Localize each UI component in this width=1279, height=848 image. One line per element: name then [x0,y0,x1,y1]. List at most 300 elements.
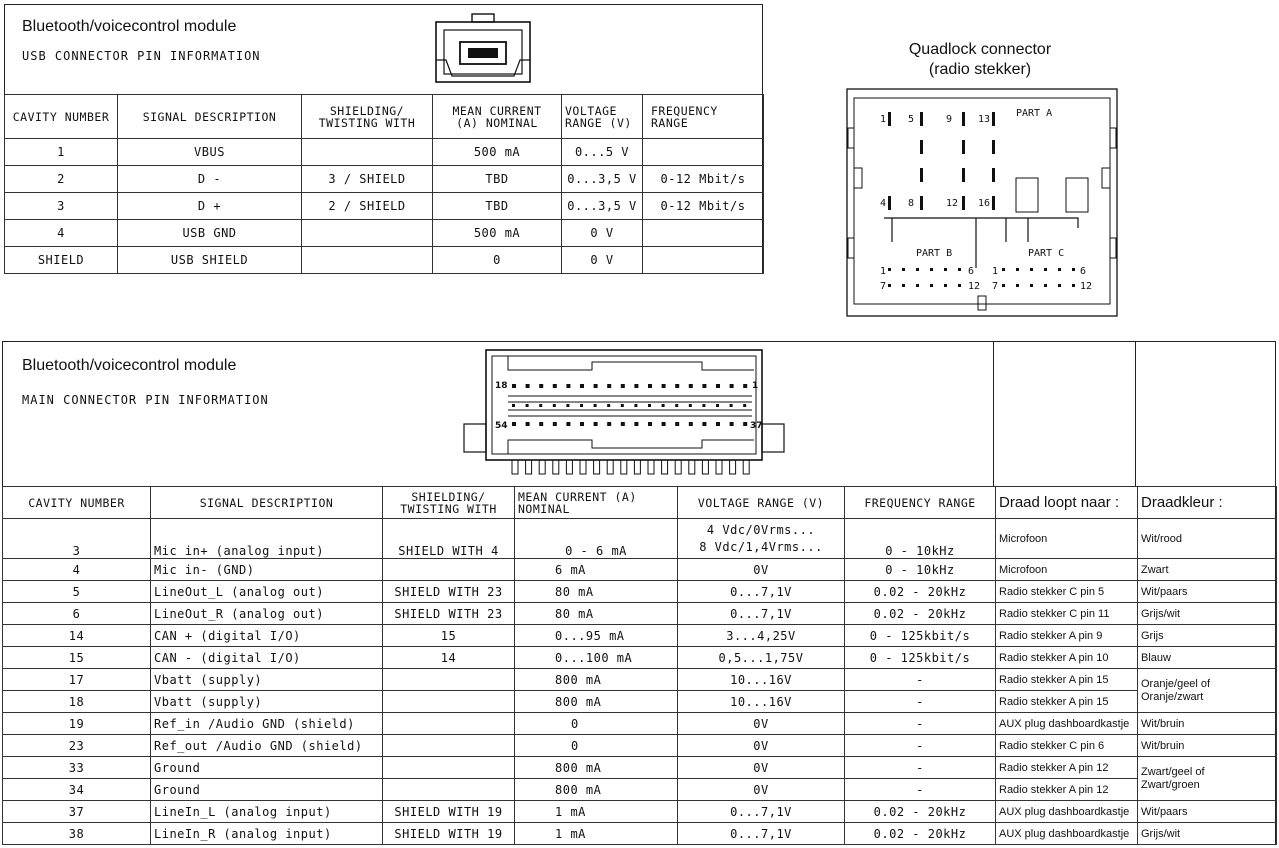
pin-mark [553,422,557,426]
usb-cell-cavity: 2 [5,166,118,193]
main-cell-freq: - [845,757,996,779]
part-c-pin-12: 12 [1080,281,1093,292]
connector-lead [634,460,640,474]
main-cell-shield: SHIELD WITH 4 [383,519,515,559]
main-cell-kleur-merged [1138,757,1277,801]
pin-mark [992,140,995,154]
quadlock-fakra-left [1016,178,1038,212]
usb-cell-voltage: 0 V [562,247,643,274]
pin-mark [621,384,625,388]
main-cell-freq: 0 - 10kHz [845,559,996,581]
pin-mark [539,404,542,407]
main-cell-signal: LineOut_L (analog out) [151,581,383,603]
pin-mark [512,384,516,388]
usb-cell-current: 0 [433,247,562,274]
pin-mark [675,422,679,426]
usb-cell-freq [643,220,764,247]
main-cell-voltage [678,519,845,559]
main-cell-cavity: 18 [3,691,151,713]
pin-mark [648,404,651,407]
main-cell-voltage: 0V [678,735,845,757]
pin-mark [526,422,530,426]
table-row [3,603,1277,625]
main-cell-signal: CAN + (digital I/O) [151,625,383,647]
quadlock-right-latch [1102,168,1110,188]
main-cell-freq: 0.02 - 20kHz [845,823,996,845]
pin-mark [958,268,961,271]
quadlock-fakra-right [1066,178,1088,212]
main-cell-cavity: 37 [3,801,151,823]
main-cell-current: 0 [515,735,678,757]
main-cell-cavity: 15 [3,647,151,669]
main-cell-cavity: 17 [3,669,151,691]
main-cell-shield [383,735,515,757]
pin-label-1: 1 [752,381,759,391]
pin-mark [580,384,584,388]
pin-mark [730,404,733,407]
pin-label-4: 4 [880,198,887,209]
table-row [3,823,1277,845]
pin-mark [662,384,666,388]
table-row [5,193,764,220]
main-cell-shield: 14 [383,647,515,669]
usb-cell-shield: 3 / SHIELD [302,166,433,193]
main-cell-shield: SHIELD WITH 23 [383,581,515,603]
connector-lead [702,460,708,474]
pin-mark [594,404,597,407]
pin-mark [702,422,706,426]
pin-mark [958,284,961,287]
main-cell-current: 800 mA [515,757,678,779]
usb-cell-cavity: 3 [5,193,118,220]
usb-cell-current: 500 mA [433,139,562,166]
pin-mark [743,422,747,426]
connector-lead [607,460,613,474]
part-c-pin-6: 6 [1080,266,1087,277]
pin-mark [634,384,638,388]
pin-mark [689,422,693,426]
pin-mark [621,404,624,407]
connector-lead [580,460,586,474]
usb-cell-freq: 0-12 Mbit/s [643,193,764,220]
table-row [5,166,764,193]
quadlock-part-divider [884,218,1078,268]
pin-mark [702,384,706,388]
usb-cell-shield [302,220,433,247]
pin-mark [526,384,530,388]
pin-mark [888,196,891,210]
usb-connector-drawing [432,10,534,90]
main-cell-draad: Microfoon [996,559,1138,581]
usb-cell-signal: USB SHIELD [118,247,302,274]
pin-mark [553,384,557,388]
pin-mark [962,196,965,210]
pin-label-12: 12 [946,198,959,209]
pin-mark [944,284,947,287]
usb-cell-signal: VBUS [118,139,302,166]
main-cell-signal: Mic in- (GND) [151,559,383,581]
part-c-pin-7: 7 [992,281,999,292]
main-cell-voltage: 0V [678,779,845,801]
main-header-row [3,487,1277,519]
main-header-divider-kleur [1135,341,1136,486]
main-cell-signal: Mic in+ (analog input) [151,519,383,559]
main-cell-shield: 15 [383,625,515,647]
pin-mark [743,404,746,407]
pin-mark [634,404,637,407]
connector-lead [512,460,518,474]
connector-lead [539,460,545,474]
pin-mark [1016,268,1019,271]
main-cell-current: 0...95 mA [515,625,678,647]
usb-cell-freq: 0-12 Mbit/s [643,166,764,193]
main-cell-shield [383,757,515,779]
main-header-draad: Draad loopt naar : [996,487,1138,519]
pin-mark [1030,268,1033,271]
main-cell-signal: Ground [151,757,383,779]
pin-mark [648,422,652,426]
usb-header-signal: SIGNAL DESCRIPTION [118,95,302,139]
pin-mark [920,140,923,154]
table-row [3,801,1277,823]
pin-mark [1044,268,1047,271]
main-header-shield [383,487,515,519]
main-cell-current: 800 mA [515,691,678,713]
table-row [3,559,1277,581]
pin-mark [962,140,965,154]
main-cell-kleur-merged [1138,669,1277,713]
main-cell-signal: CAN - (digital I/O) [151,647,383,669]
pin-mark [634,422,638,426]
pin-mark [716,404,719,407]
table-row [3,625,1277,647]
usb-cell-cavity: SHIELD [5,247,118,274]
main-cell-shield: SHIELD WITH 19 [383,801,515,823]
main-cell-draad: AUX plug dashboardkastje [996,713,1138,735]
usb-cell-cavity: 1 [5,139,118,166]
connector-lead [743,460,749,474]
usb-header-cavity: CAVITY NUMBER [5,95,118,139]
main-cell-shield [383,669,515,691]
usb-cell-voltage: 0...5 V [562,139,643,166]
part-b-pin-7: 7 [880,281,887,292]
main-cell-current: 800 mA [515,779,678,801]
pin-mark [675,404,678,407]
pin-mark [716,422,720,426]
part-c-label: PART C [1028,248,1065,259]
main-cell-kleur-line2: Oranje/zwart [1141,690,1204,703]
usb-header-row [5,95,764,139]
main-cell-kleur: Grijs [1138,625,1277,647]
main-pin-row-bottom [512,422,747,426]
main-cell-draad: Radio stekker A pin 12 [996,779,1138,801]
main-left-ear [464,424,486,452]
pin-mark [992,168,995,182]
pin-mark [580,404,583,407]
pin-mark [662,422,666,426]
pin-mark [526,404,529,407]
connector-lead [662,460,668,474]
part-b-pin-1: 1 [880,266,887,277]
table-row [5,247,764,274]
main-leads [512,460,749,474]
main-cell-current: 800 mA [515,669,678,691]
main-cell-signal: LineOut_R (analog out) [151,603,383,625]
main-header-shield-line2: TWISTING WITH [400,501,497,516]
main-key-top [508,356,754,370]
main-cell-voltage: 0...7,1V [678,603,845,625]
pin-mark [944,268,947,271]
usb-cell-current: 500 mA [433,220,562,247]
table-row [3,779,1277,801]
main-cell-voltage: 10...16V [678,669,845,691]
quadlock-right-notch [1110,128,1116,258]
pin-mark [1030,284,1033,287]
pin-mark [539,422,543,426]
pin-label-13: 13 [978,114,991,125]
usb-cell-cavity: 4 [5,220,118,247]
pin-mark [1058,268,1061,271]
part-b-pin-12: 12 [968,281,981,292]
table-row [3,669,1277,691]
main-cell-draad: AUX plug dashboardkastje [996,801,1138,823]
main-cell-shield [383,691,515,713]
main-cell-cavity: 34 [3,779,151,801]
main-cell-cavity: 23 [3,735,151,757]
pin-label-9: 9 [946,114,953,125]
usb-cell-voltage: 0...3,5 V [562,166,643,193]
usb-header-freq [643,95,764,139]
usb-cell-voltage: 0 V [562,220,643,247]
main-cell-freq: 0 - 125kbit/s [845,647,996,669]
main-title: Bluetooth/voicecontrol module [22,357,237,374]
main-cell-kleur: Wit/paars [1138,581,1277,603]
pin-mark [594,422,598,426]
usb-cell-signal: D + [118,193,302,220]
main-cell-signal: Ref_out /Audio GND (shield) [151,735,383,757]
main-cell-draad: Radio stekker A pin 15 [996,691,1138,713]
main-key-bottom [508,440,754,454]
main-cell-voltage: 0V [678,757,845,779]
part-c-pins [1002,268,1075,287]
part-a-pins [888,112,995,210]
table-row [5,220,764,247]
usb-header-voltage-line2: RANGE (V) [565,115,632,130]
usb-cell-current: TBD [433,193,562,220]
pin-mark [962,168,965,182]
connector-lead [566,460,572,474]
main-cell-kleur: Zwart [1138,559,1277,581]
main-header-cavity: CAVITY NUMBER [3,487,151,519]
main-cell-current: 1 mA [515,801,678,823]
main-table [2,486,1277,845]
main-header-shield-line1: SHIELDING/ [411,489,486,504]
pin-mark [607,422,611,426]
connector-lead [689,460,695,474]
pin-mark [888,284,891,287]
main-cell-freq: - [845,713,996,735]
usb-cell-shield [302,247,433,274]
main-cell-draad: Radio stekker A pin 12 [996,757,1138,779]
main-cell-draad: Radio stekker A pin 9 [996,625,1138,647]
quadlock-left-notch [848,128,854,258]
main-header-signal: SIGNAL DESCRIPTION [151,487,383,519]
part-a-label: PART A [1016,108,1053,119]
table-row [3,691,1277,713]
usb-title: Bluetooth/voicecontrol module [22,18,237,35]
table-row [3,713,1277,735]
main-cell-shield [383,559,515,581]
usb-header-current-line1: MEAN CURRENT [452,103,542,118]
main-cell-kleur: Grijs/wit [1138,603,1277,625]
main-cell-cavity: 14 [3,625,151,647]
pin-label-54: 54 [495,421,508,431]
usb-table [4,94,764,274]
main-cell-voltage: 0V [678,713,845,735]
connector-lead [553,460,559,474]
main-cell-current: 0...100 mA [515,647,678,669]
main-cell-shield: SHIELD WITH 19 [383,823,515,845]
pin-mark [730,422,734,426]
pin-mark [992,112,995,126]
connector-lead [730,460,736,474]
pin-label-5: 5 [908,114,915,125]
pin-mark [566,404,569,407]
pin-label-1: 1 [880,114,887,125]
main-header-freq: FREQUENCY RANGE [845,487,996,519]
pin-label-18: 18 [495,381,508,391]
main-header-divider-draad [993,341,994,486]
connector-lead [621,460,627,474]
usb-cell-freq [643,247,764,274]
pin-mark [675,384,679,388]
main-cell-kleur-line1: Zwart/geel of [1141,765,1205,778]
main-cell-signal: LineIn_R (analog input) [151,823,383,845]
table-row [3,647,1277,669]
main-cell-voltage: 3...4,25V [678,625,845,647]
main-cell-kleur: Wit/paars [1138,801,1277,823]
main-cell-voltage: 0,5...1,75V [678,647,845,669]
main-cell-cavity: 5 [3,581,151,603]
pin-mark [902,268,905,271]
main-pin-row-top [512,384,747,388]
table-row [5,139,764,166]
main-cell-cavity: 19 [3,713,151,735]
pin-mark [992,196,995,210]
pin-mark [539,384,543,388]
main-cell-current: 80 mA [515,581,678,603]
pin-mark [902,284,905,287]
pin-mark [888,268,891,271]
pin-mark [930,284,933,287]
usb-header-current [433,95,562,139]
main-cell-draad: AUX plug dashboardkastje [996,823,1138,845]
pin-mark [553,404,556,407]
main-cell-draad: Radio stekker C pin 5 [996,581,1138,603]
main-cell-voltage: 0...7,1V [678,801,845,823]
usb-header-shield-line2: TWISTING WITH [318,115,416,130]
pin-mark [594,384,598,388]
usb-header-freq-line2: RANGE [651,115,689,130]
main-cell-freq: 0.02 - 20kHz [845,603,996,625]
pin-mark [962,112,965,126]
pin-mark [702,404,705,407]
pin-mark [743,384,747,388]
main-cell-current: 6 mA [515,559,678,581]
pin-mark [1016,284,1019,287]
main-header-current-line2: NOMINAL [518,501,570,516]
usb-header-shield [302,95,433,139]
usb-cell-shield: 2 / SHIELD [302,193,433,220]
part-b-label: PART B [916,248,953,259]
pin-mark [607,384,611,388]
main-cell-voltage-line2: 8 Vdc/1,4Vrms... [699,539,823,554]
main-cell-current: 1 mA [515,823,678,845]
connector-lead [526,460,532,474]
main-cell-freq: 0 - 10kHz [845,519,996,559]
quadlock-subtitle: (radio stekker) [928,61,1032,78]
pin-mark [648,384,652,388]
main-cell-signal: LineIn_L (analog input) [151,801,383,823]
usb-cell-freq [643,139,764,166]
main-right-ear [762,424,784,452]
pin-mark [1058,284,1061,287]
pin-mark [1002,268,1005,271]
main-cell-freq: 0.02 - 20kHz [845,801,996,823]
main-cell-current: 80 mA [515,603,678,625]
main-cell-shield [383,713,515,735]
main-header-current-line1: MEAN CURRENT (A) [518,489,637,504]
pin-mark [662,404,665,407]
usb-header-freq-line1: FREQUENCY [651,103,718,118]
table-row [3,581,1277,603]
main-cell-draad: Radio stekker C pin 11 [996,603,1138,625]
pin-mark [888,112,891,126]
pin-mark [689,384,693,388]
main-cell-kleur-line1: Oranje/geel of [1141,677,1211,690]
pin-mark [1072,268,1075,271]
usb-top-lug [472,14,494,22]
connector-lead [594,460,600,474]
main-cell-kleur: Wit/bruin [1138,735,1277,757]
main-cell-signal: Ground [151,779,383,801]
usb-subtitle: USB CONNECTOR PIN INFORMATION [22,49,261,63]
usb-header-voltage-line1: VOLTAGE [565,103,617,118]
main-cell-voltage: 10...16V [678,691,845,713]
main-cell-voltage: 0...7,1V [678,823,845,845]
main-cell-cavity: 33 [3,757,151,779]
usb-cell-voltage: 0...3,5 V [562,193,643,220]
main-cell-freq: - [845,669,996,691]
part-b-pins [888,268,961,287]
usb-cell-current: TBD [433,166,562,193]
main-cell-freq: 0.02 - 20kHz [845,581,996,603]
main-pin-row-mid [512,404,746,407]
table-row [3,735,1277,757]
part-b-pin-6: 6 [968,266,975,277]
pin-mark [920,168,923,182]
main-cell-current: 0 [515,713,678,735]
quadlock-connector-drawing [846,88,1118,318]
quadlock-title: Quadlock connector [908,41,1052,58]
usb-pins [468,48,498,58]
main-cell-kleur: Blauw [1138,647,1277,669]
table-row [3,519,1277,559]
main-cell-freq: - [845,691,996,713]
pin-mark [920,196,923,210]
pin-mark [1044,284,1047,287]
main-cell-voltage-line1: 4 Vdc/0Vrms... [706,522,816,537]
